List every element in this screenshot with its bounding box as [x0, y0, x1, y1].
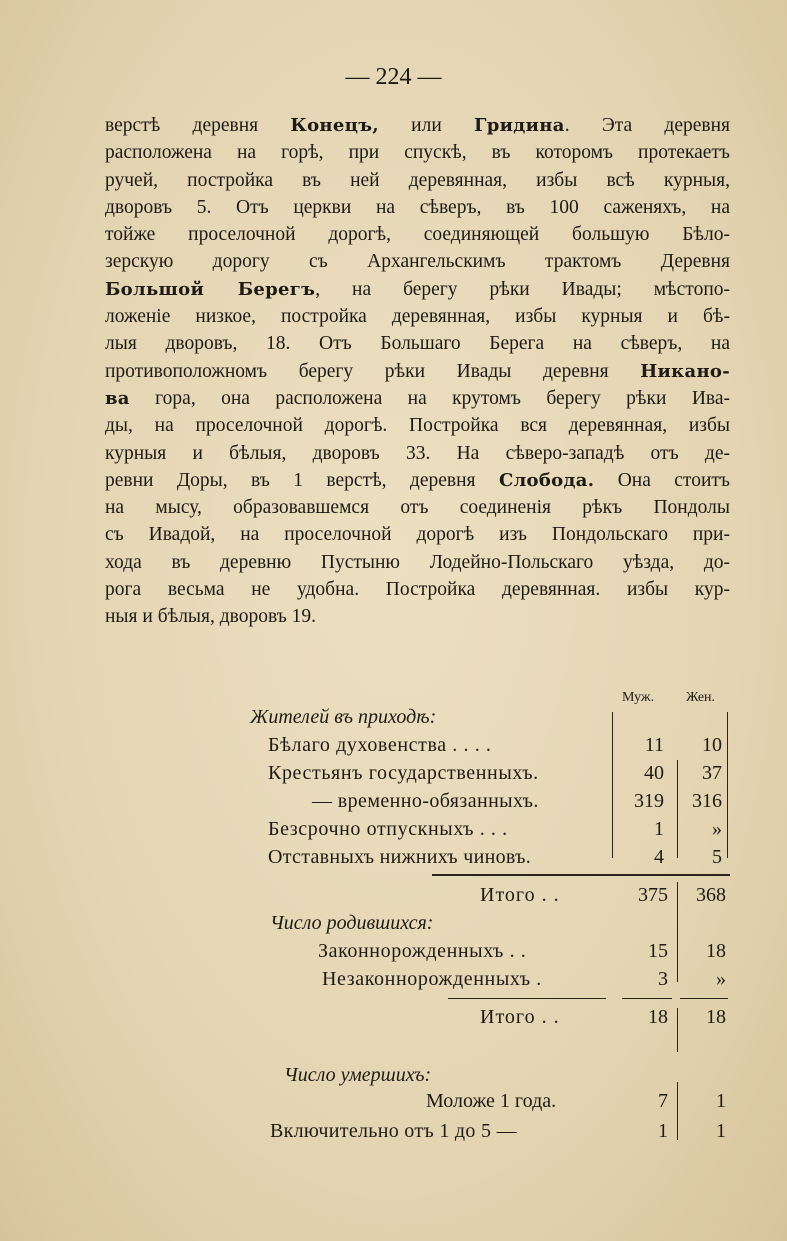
- text-segment: . Эта деревня: [564, 115, 731, 136]
- page-number: — 224 —: [345, 64, 442, 90]
- text-segment: ручей, постройка въ ней деревянная, избы всѣ курныя,: [105, 169, 730, 191]
- text-segment: рога весьма не удобна. Постройка деревянная. избы кур-: [105, 579, 730, 601]
- table-rule: [677, 1008, 678, 1052]
- male-value: 40: [644, 762, 664, 784]
- text-segment: или: [378, 115, 475, 136]
- female-total: 368: [696, 884, 726, 906]
- text-segment: гора, она расположена на крутомъ берегу рѣки Ива-: [129, 387, 730, 409]
- text-segment: хода въ деревню Пустыню Лодейно-Польскаго уѣзда, до-: [105, 551, 730, 573]
- text-segment: дворовъ 5. Отъ церкви на сѣверъ, въ 100 саженяхъ, на: [105, 196, 730, 218]
- table-rule: [727, 712, 728, 858]
- row-label: Моложе 1 года.: [426, 1090, 557, 1112]
- male-value: 319: [634, 790, 664, 812]
- total-rule: [432, 874, 730, 876]
- row-label: Незаконнорожденныхъ .: [322, 968, 542, 990]
- text-segment: ложеніе низкое, постройка деревянная, избы курныя и бѣ-: [105, 306, 730, 328]
- total-rule: [680, 998, 728, 999]
- total-rule: [622, 998, 672, 999]
- text-segment: тойже проселочной дорогѣ, соединяющей большую Бѣло-: [105, 224, 730, 246]
- male-value: 3: [658, 968, 668, 990]
- row-label: Безсрочно отпускныхъ . . .: [268, 818, 508, 840]
- text-segment: курныя и бѣлыя, дворовъ 33. На сѣверо-западѣ отъ де-: [105, 442, 730, 464]
- male-value: 4: [654, 846, 664, 868]
- place-name: ва: [105, 387, 130, 409]
- male-value: 7: [658, 1090, 668, 1112]
- births-heading: Число родившихся:: [270, 912, 434, 934]
- total-label: Итого . .: [480, 1006, 560, 1028]
- deaths-heading: Число умершихъ:: [284, 1064, 432, 1086]
- row-label: Отставныхъ нижнихъ чиновъ.: [268, 846, 532, 868]
- col-header-male: Муж.: [622, 690, 655, 705]
- total-label: Итого . .: [480, 884, 560, 906]
- row-label: Бѣлаго духовенства . . . .: [268, 734, 492, 756]
- female-value: 316: [692, 790, 722, 812]
- text-segment: ды, на проселочной дорогѣ. Постройка вся деревянная, избы: [105, 415, 730, 437]
- text-segment: зерскую дорогу съ Архангельскимъ трактомъ Деревня: [105, 251, 730, 273]
- text-segment: на мысу, образовавшемся отъ соединенія рѣкъ Пондолы: [105, 497, 730, 519]
- col-header-female: Жен.: [686, 690, 716, 705]
- female-value: »: [712, 818, 722, 840]
- text-segment: ревни Доры, въ 1 верстѣ, деревня: [105, 469, 499, 491]
- row-label: — временно-обязанныхъ.: [312, 790, 539, 812]
- female-value: »: [716, 968, 726, 990]
- male-value: 1: [658, 1120, 668, 1142]
- place-name: Гридина: [474, 115, 565, 136]
- male-value: 15: [648, 940, 668, 962]
- male-value: 1: [654, 818, 664, 840]
- male-total: 375: [638, 884, 668, 906]
- male-total: 18: [648, 1006, 668, 1028]
- text-segment: противоположномъ берегу рѣки Ивады деревня: [105, 360, 641, 382]
- place-name: Никано-: [640, 360, 730, 382]
- female-value: 1: [716, 1120, 726, 1142]
- text-segment: верстѣ деревня: [105, 115, 291, 136]
- row-label: Включительно отъ 1 до 5 —: [270, 1120, 517, 1142]
- text-segment: Она стоитъ: [594, 469, 730, 491]
- female-value: 10: [702, 734, 722, 756]
- text-segment: лыя дворовъ, 18. Отъ Большаго Берега на сѣверъ, на: [105, 333, 730, 355]
- place-name: Большой Берегъ: [105, 278, 316, 300]
- residents-heading: Жителей въ приходѣ:: [250, 706, 437, 728]
- female-value: 37: [702, 762, 722, 784]
- table-rule: [677, 1082, 678, 1140]
- female-value: 5: [712, 846, 722, 868]
- text-segment: съ Ивадой, на проселочной дорогѣ изъ Пондольскаго при-: [105, 524, 730, 546]
- male-value: 11: [644, 734, 664, 756]
- female-total: 18: [706, 1006, 726, 1028]
- place-name: Слобода.: [498, 469, 595, 491]
- table-rule: [677, 882, 678, 982]
- row-label: Законнорожденныхъ . .: [318, 940, 527, 962]
- row-label: Крестьянъ государственныхъ.: [268, 762, 539, 784]
- total-rule: [448, 998, 606, 999]
- text-segment: расположена на горѣ, при спускѣ, въ которомъ протекаетъ: [105, 142, 730, 164]
- female-value: 1: [716, 1090, 726, 1112]
- text-segment: ныя и бѣлыя, дворовъ 19.: [105, 606, 317, 628]
- place-name: Конецъ,: [290, 115, 379, 136]
- text-segment: , на берегу рѣки Ивады; мѣстопо-: [315, 278, 730, 300]
- female-value: 18: [706, 940, 726, 962]
